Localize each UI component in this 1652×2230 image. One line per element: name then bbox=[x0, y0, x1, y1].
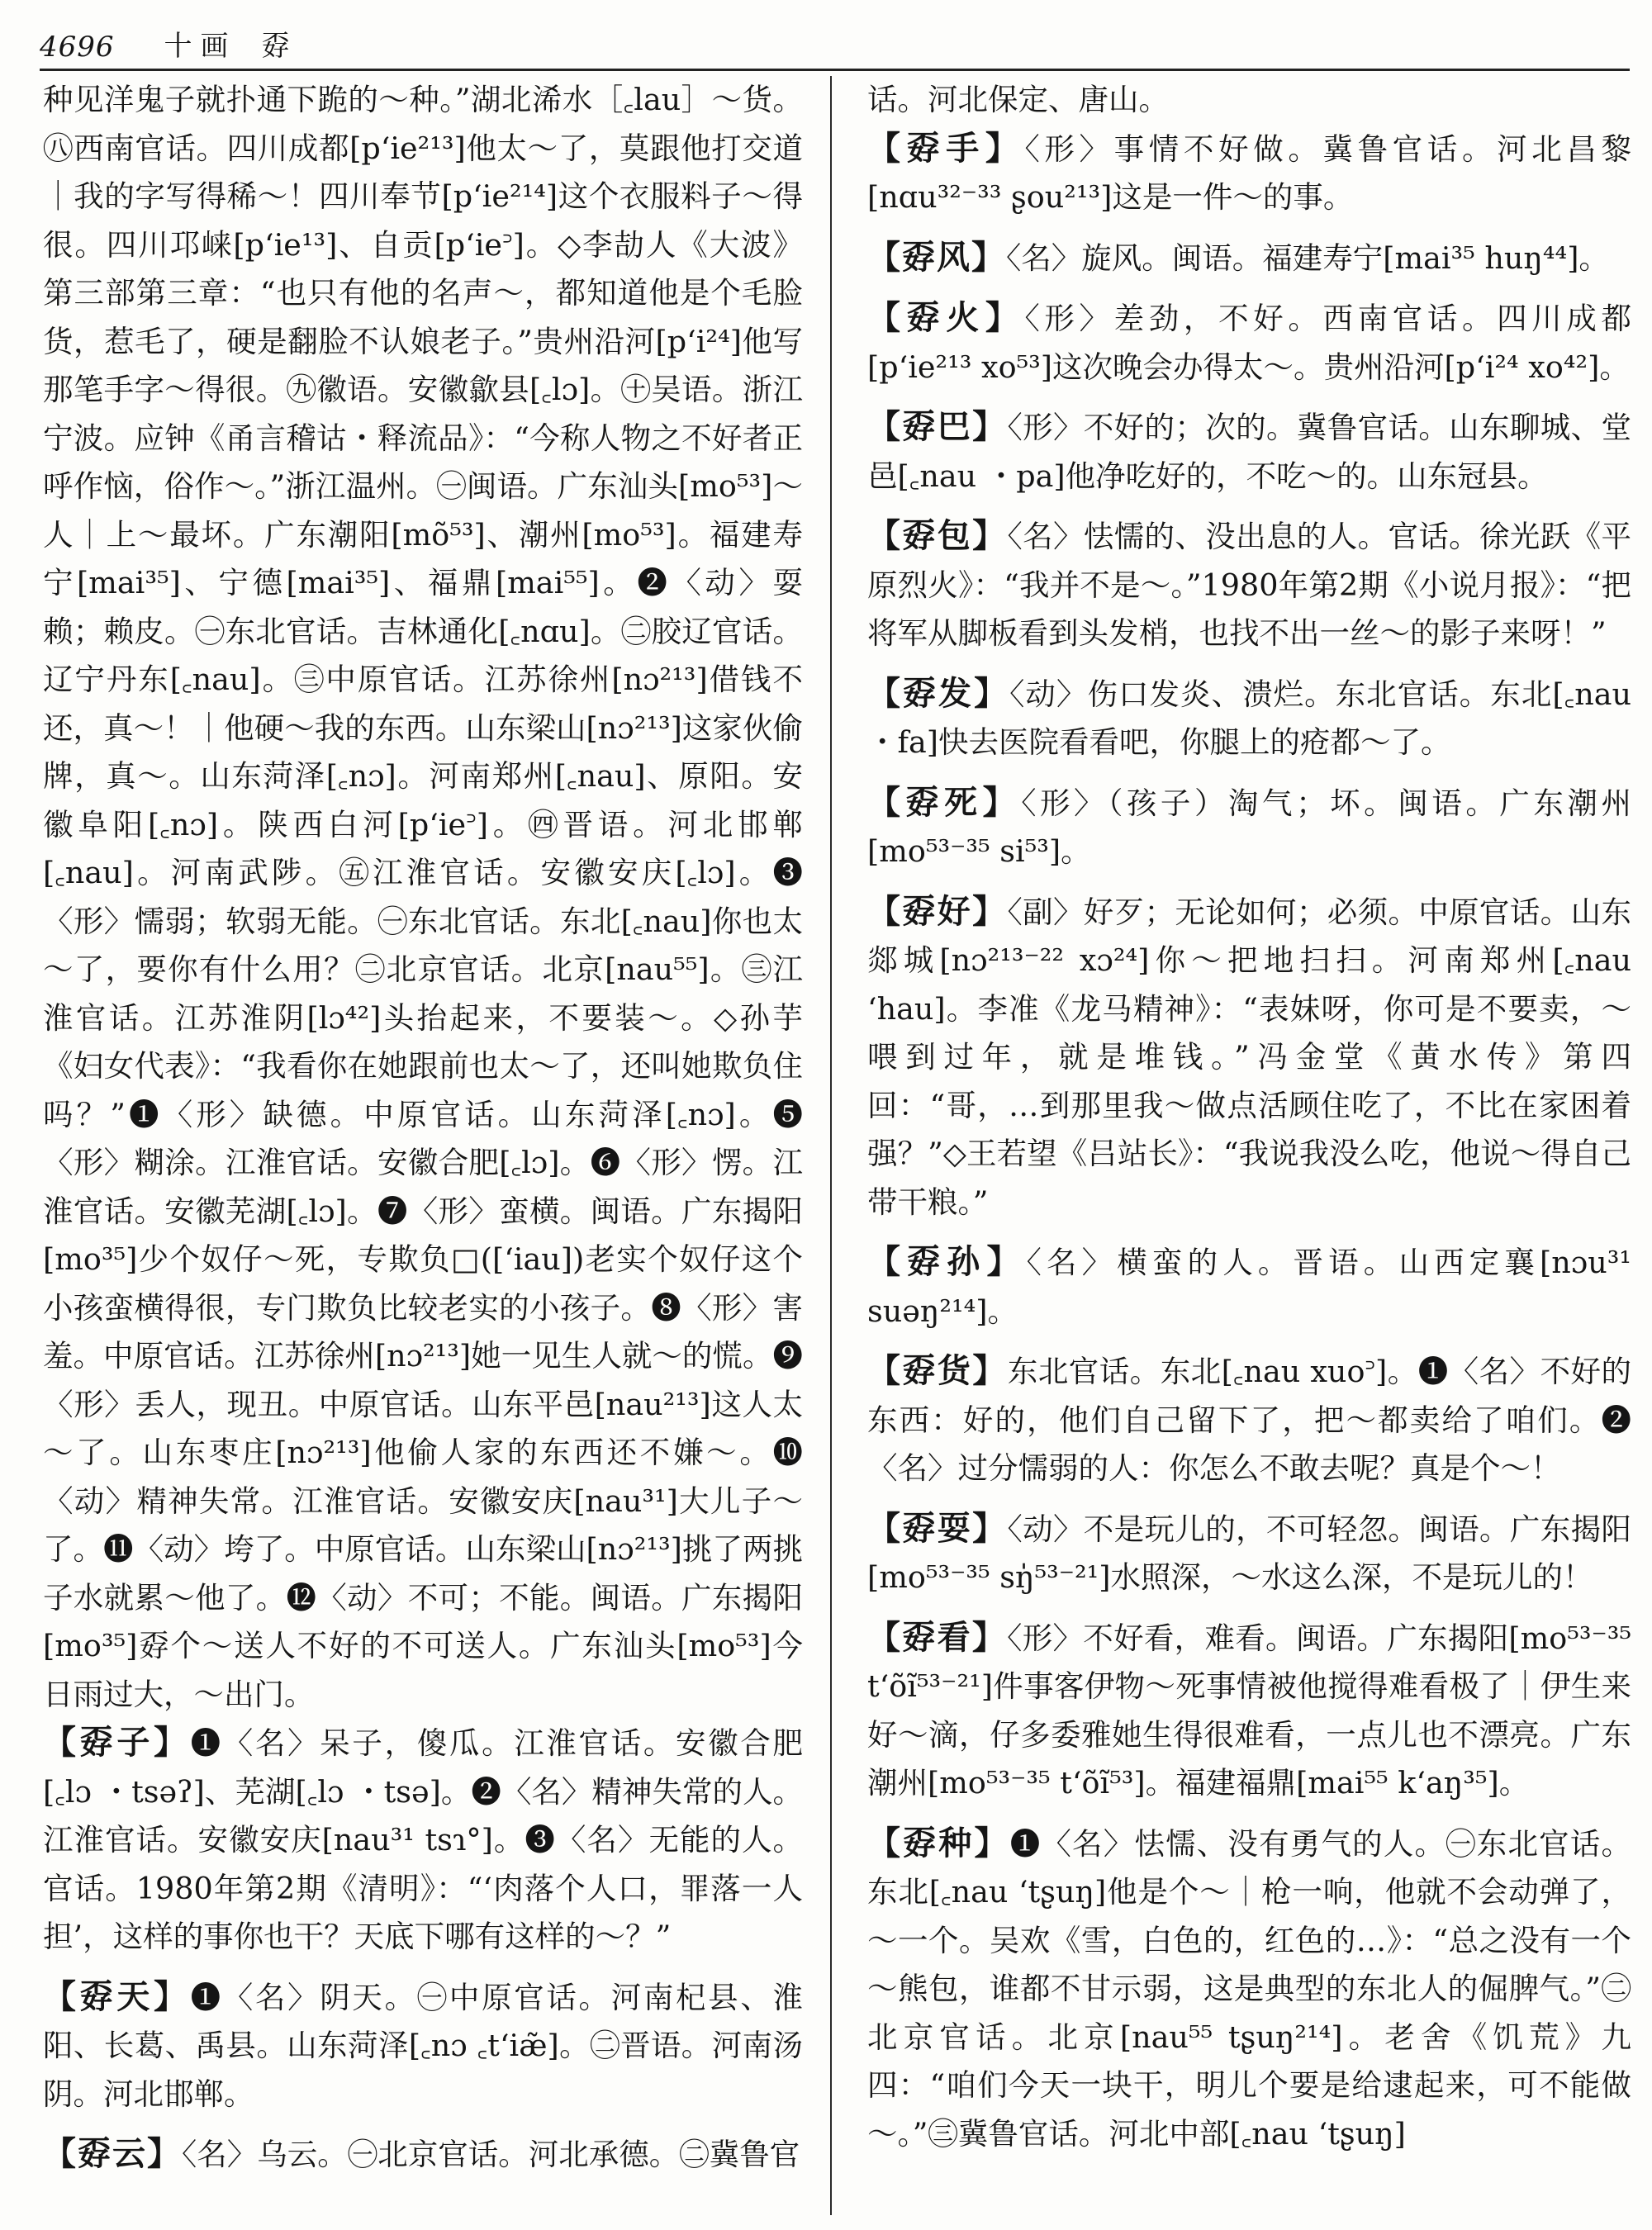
definition: 〈名〉横蛮的人。晋语。山西定襄[nɔu³¹ suəŋ²¹⁴]。 bbox=[867, 1245, 1631, 1329]
entry-naoyun bbox=[43, 2130, 803, 2180]
headword: 【孬包】 bbox=[867, 516, 1008, 555]
entry-continuation: 话。河北保定、唐山。 bbox=[867, 82, 1169, 117]
headword: 【孬种】 bbox=[867, 1823, 1010, 1862]
headword: 【孬子】 bbox=[43, 1723, 191, 1762]
entry-continuation: 种见洋鬼子就扑通下跪的～种。”湖北浠水［꜀lau］～货。㊇西南官话。四川成都[pʻie²¹³]他太～了，莫跟他打交道｜我的字写得稀～！四川奉节[pʻie²¹⁴]这个衣服料子～得很。四川邛崃[pʻie¹³]、自贡[pʻie꜄]。◇李劼人《大波》第三部第三章：“也只有他的名声～，都知道他是个毛脸货，惹毛了，硬是翻脸不认娘老子。”贵州沿河[pʻi²⁴]他写那笔手字～得很。㊈徽语。安徽歙县[꜀lɔ]。㊉吴语。浙江宁波。应钟《甬言稽诂・释流品》：“今称人物之不好者正呼作恼，俗作～。”浙江温州。㊀闽语。广东汕头[mo⁵³]～人｜上～最坏。广东潮阳[mõ⁵³]、潮州[mo⁵³]。福建寿宁[mai³⁵]、宁德[mai³⁵]、福鼎[mai⁵⁵]。❷〈动〉耍赖；赖皮。㊀东北官话。吉林通化[꜀nɑu]。㊁胶辽官话。辽宁丹东[꜀nau]。㊂中原官话。江苏徐州[nɔ²¹³]借钱不还，真～！｜他硬～我的东西。山东梁山[nɔ²¹³]这家伙偷牌，真～。山东菏泽[꜀nɔ]。河南郑州[꜀nau]、原阳。安徽阜阳[꜀nɔ]。陕西白河[pʻie꜄]。㊃晋语。河北邯郸[꜀nau]。河南武陟。㊄江淮官话。安徽安庆[꜀lɔ]。❸〈形〉懦弱；软弱无能。㊀东北官话。东北[꜀nau]你也太～了，要你有什么用？㊁北京官话。北京[nau⁵⁵]。㊂江淮官话。江苏淮阴[lɔ⁴²]头抬起来，不要装～。◇孙芋《妇女代表》：“我看你在她跟前也太～了，还叫她欺负住吗？”❶〈形〉缺德。中原官话。山东菏泽[꜀nɔ]。❺〈形〉糊涂。江淮官话。安徽合肥[꜀lɔ]。❻〈形〉愣。江淮官话。安徽芜湖[꜀lɔ]。❼〈形〉蛮横。闽语。广东揭阳[mo³⁵]少个奴仔～死，专欺负□([ʻiau])老实个奴仔这个小孩蛮横得很，专门欺负比较老实的小孩子。❽〈形〉害羞。中原官话。江苏徐州[nɔ²¹³]她一见生人就～的慌。❾〈形〉丢人，现丑。中原官话。山东平邑[nau²¹³]这人太～了。山东枣庄[nɔ²¹³]他偷人家的东西还不嫌～。❿〈动〉精神失常。江淮官话。安徽安庆[nau³¹]大儿子～了。⓫〈动〉垮了。中原官话。山东梁山[nɔ²¹³]挑了两挑子水就累～他了。⓬〈动〉不可；不能。闽语。广东揭阳[mo³⁵]孬个～送人不好的不可送人。广东汕头[mo⁵³]今日雨过大，～出门。 bbox=[43, 82, 803, 1712]
right-column bbox=[867, 76, 1631, 2215]
headword: 【孬火】 bbox=[867, 298, 1025, 337]
page-header bbox=[40, 20, 1630, 71]
definition: 〈形〉（孩子）淘气；坏。闽语。广东潮州[mo⁵³⁻³⁵ si⁵³]。 bbox=[867, 785, 1631, 869]
definition: ❶〈名〉阴天。㊀中原官话。河南杞县、淮阳、长葛、禹县。山东菏泽[꜀nɔ ꜀tʻiæ̃]。㊁晋语。河南汤阴。河北邯郸。 bbox=[43, 1979, 803, 2112]
definition: 〈形〉事情不好做。冀鲁官话。河北昌黎[nɑu³²⁻³³ ʂou²¹³]这是一件～的事。 bbox=[867, 130, 1631, 215]
headword: 【孬好】 bbox=[867, 891, 1008, 931]
entry-naohuo bbox=[867, 294, 1631, 391]
definition: ❶〈名〉呆子，傻瓜。江淮官话。安徽合肥[꜀lɔ ・tsəʔ]、芜湖[꜀lɔ ・tsə]。❷〈名〉精神失常的人。江淮官话。安徽安庆[nau³¹ tsɿ°]。❸〈名〉无能的人。官话。1980年第2期《清明》：“‘肉落个人口，罪落一人担’，这样的事你也干？天底下哪有这样的～？” bbox=[43, 1725, 803, 1954]
definition: 〈名〉旋风。闽语。福建寿宁[mai³⁵ huŋ⁴⁴]。 bbox=[1006, 240, 1609, 276]
entry-naokan bbox=[867, 1614, 1631, 1808]
entry-naohuo-goods bbox=[867, 1347, 1631, 1493]
headword: 【孬云】 bbox=[43, 2134, 182, 2173]
column-divider bbox=[830, 76, 832, 2215]
header-character: 孬 bbox=[261, 30, 290, 63]
headword: 【孬发】 bbox=[867, 673, 1010, 713]
headword: 【孬耍】 bbox=[867, 1508, 1008, 1548]
entry-naosun bbox=[867, 1238, 1631, 1336]
headword: 【孬手】 bbox=[867, 128, 1025, 168]
definition: 〈名〉乌云。㊀北京官话。河北承德。㊁冀鲁官 bbox=[182, 2137, 800, 2172]
entry-naoshua bbox=[867, 1505, 1631, 1602]
definition: ❶〈名〉怯懦、没有勇气的人。㊀东北官话。东北[꜀nau ʻtʂuŋ]他是个～｜枪一响，他就不会动弹了，～一个。吴欢《雪，白色的，红色的…》：“总之没有一个～熊包，谁都不甘示弱，这是典型的东北人的倔脾气。”㊁北京官话。北京[nau⁵⁵ tʂuŋ²¹⁴]。老舍《饥荒》九四：“咱们今天一块干，明儿个要是给逮起来，可不能做～。”㊂冀鲁官话。河北中部[꜀nau ʻtʂuŋ] bbox=[867, 1825, 1631, 2152]
entry-naoba bbox=[867, 403, 1631, 501]
entry-naozhong bbox=[867, 1820, 1631, 2159]
headword: 【孬看】 bbox=[867, 1617, 1008, 1657]
definition: 〈形〉差劲，不好。西南官话。四川成都[pʻie²¹³ xo⁵³]这次晚会办得太～。贵州沿河[pʻi²⁴ xo⁴²]。 bbox=[867, 301, 1631, 385]
headword: 【孬货】 bbox=[867, 1351, 1008, 1390]
headword: 【孬风】 bbox=[867, 237, 1006, 277]
entry-naosi bbox=[867, 779, 1631, 876]
entry-naohao bbox=[867, 888, 1631, 1227]
definition: 〈副〉好歹；无论如何；必须。中原官话。山东郯城[nɔ²¹³⁻²² xɔ²⁴]你～把地扫扫。河南郑州[꜀nau ʻhau]。李准《龙马精神》：“表妹呀，你可是不要卖，～喂到过年，就是堆钱。”冯金堂《黄水传》第四回：“哥，…到那里我～做点活顾住吃了，不比在家困着强？”◇王若望《吕站长》：“我说我没么吃，他说～得自己带干粮。” bbox=[867, 894, 1631, 1220]
entry-naofeng bbox=[867, 234, 1631, 283]
definition: 〈动〉不是玩儿的，不可轻忽。闽语。广东揭阳[mo⁵³⁻³⁵ sŋ̍⁵³⁻²¹]水照深，～水这么深，不是玩儿的！ bbox=[867, 1511, 1631, 1595]
page-number: 4696 bbox=[40, 31, 115, 64]
headword: 【孬巴】 bbox=[867, 407, 1008, 446]
definition: 〈动〉伤口发炎、溃烂。东北官话。东北[꜀nau ・fa]快去医院看看吧，你腿上的疮都～了。 bbox=[867, 676, 1631, 760]
headword: 【孬死】 bbox=[867, 782, 1022, 822]
definition: 〈名〉怯懦的、没出息的人。官话。徐光跃《平原烈火》：“我并不是～。”1980年第2期《小说月报》：“把将军从脚板看到头发梢，也找不出一丝～的影子来呀！” bbox=[867, 519, 1631, 651]
definition: 〈形〉不好看，难看。闽语。广东揭阳[mo⁵³⁻³⁵ tʻõĩ⁵³⁻²¹]件事客伊物～死事情被他搅得难看极了｜伊生来好～滴，仔多委雅她生得很难看，一点儿也不漂亮。广东潮州[mo⁵³⁻³⁵ tʻõĩ⁵³]。福建福鼎[mai⁵⁵ kʻaŋ³⁵]。 bbox=[867, 1620, 1631, 1801]
entry-naofa bbox=[867, 670, 1631, 767]
entry-naotian bbox=[43, 1973, 803, 2119]
headword: 【孬孙】 bbox=[867, 1242, 1027, 1281]
entry-naobao bbox=[867, 512, 1631, 658]
section-label: 十画 bbox=[164, 30, 237, 63]
left-column bbox=[43, 76, 803, 2215]
definition: 〈形〉不好的；次的。冀鲁官话。山东聊城、堂邑[꜀nau ・pa]他净吃好的，不吃～的。山东冠县。 bbox=[867, 410, 1631, 494]
definition: 东北官话。东北[꜀nau xuo꜄]。❶〈名〉不好的东西：好的，他们自己留下了，把～都卖给了咱们。❷〈名〉过分懦弱的人：你怎么不敢去呢？真是个～！ bbox=[867, 1354, 1631, 1486]
headword: 【孬天】 bbox=[43, 1976, 191, 2016]
entry-naoshou bbox=[867, 125, 1631, 222]
entry-naozi bbox=[43, 1719, 803, 1962]
